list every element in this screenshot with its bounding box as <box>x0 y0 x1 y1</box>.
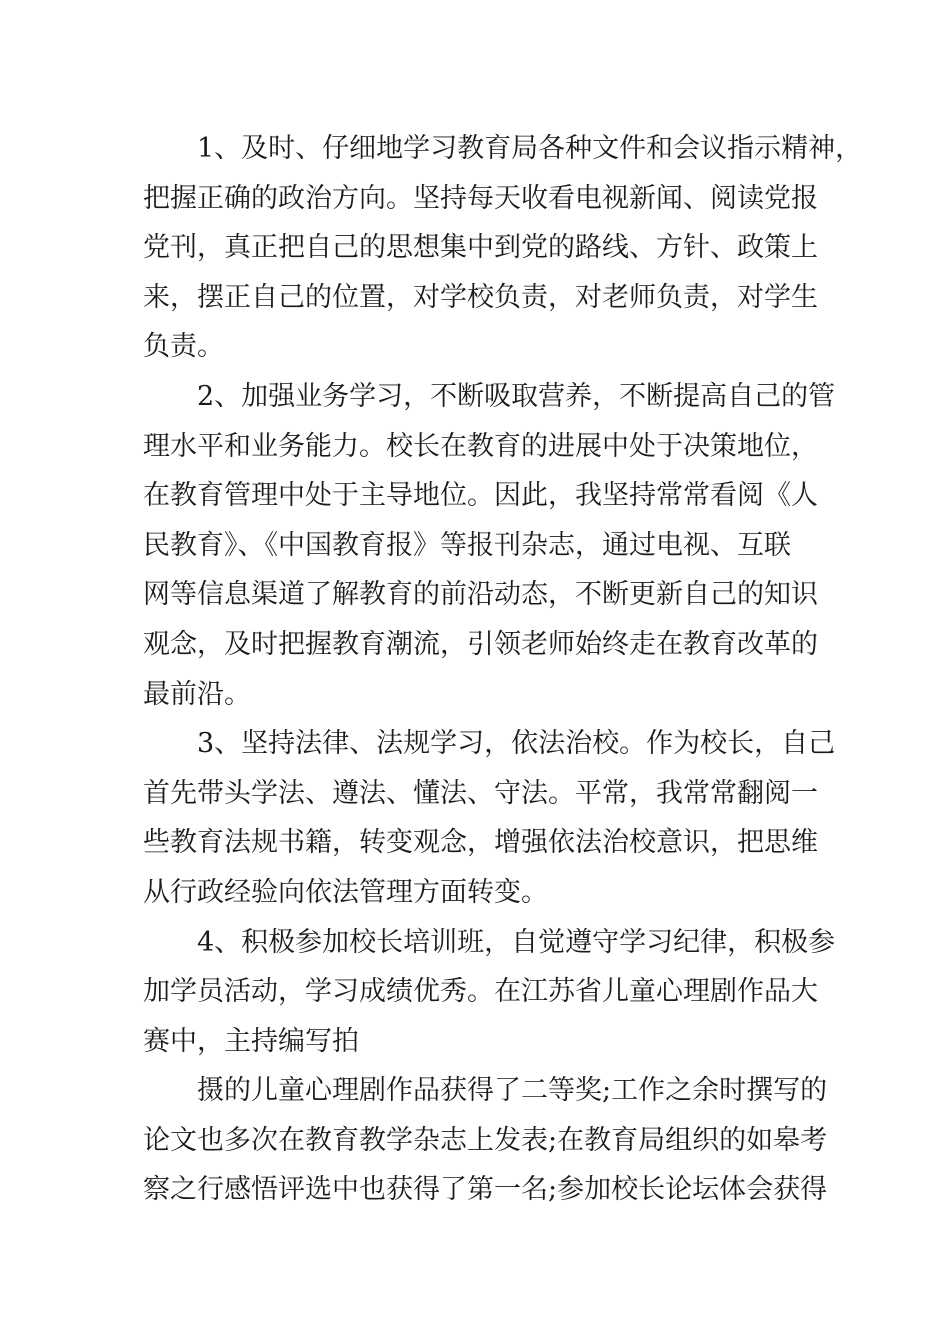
paragraph-line: 网等信息渠道了解教育的前沿动态，不断更新自己的知识 <box>143 579 818 611</box>
paragraph-line: 些教育法规书籍，转变观念，增强依法治校意识，把思维 <box>143 827 818 859</box>
paragraph-line: 论文也多次在教育教学杂志上发表;在教育局组织的如皋考 <box>143 1124 828 1156</box>
paragraph-line: 把握正确的政治方向。坚持每天收看电视新闻、阅读党报 <box>143 182 818 214</box>
paragraph-line: 察之行感悟评选中也获得了第一名;参加校长论坛体会获得 <box>143 1174 828 1206</box>
paragraph-line: 最前沿。 <box>143 678 251 710</box>
paragraph-1 <box>143 124 863 372</box>
document-body <box>143 124 863 1215</box>
paragraph-3 <box>143 719 836 917</box>
paragraph-line: 赛中，主持编写拍 <box>143 1025 359 1057</box>
paragraph-line: 4、积极参加校长培训班，自觉遵守学习纪律，积极参 <box>197 926 836 958</box>
paragraph-line: 民教育》、《中国教育报》等报刊杂志，通过电视、互联 <box>143 529 791 561</box>
paragraph-line: 理水平和业务能力。校长在教育的进展中处于决策地位， <box>143 430 818 462</box>
paragraph-line: 负责。 <box>143 331 224 363</box>
paragraph-line: 摄的儿童心理剧作品获得了二等奖;工作之余时撰写的 <box>197 1075 828 1107</box>
paragraph-line: 来，摆正自己的位置，对学校负责，对老师负责，对学生 <box>143 281 818 313</box>
paragraph-line: 2、加强业务学习，不断吸取营养，不断提高自己的管 <box>197 380 836 412</box>
paragraph-2 <box>143 372 836 719</box>
paragraph-line: 加学员活动，学习成绩优秀。在江苏省儿童心理剧作品大 <box>143 976 818 1008</box>
paragraph-line: 首先带头学法、遵法、懂法、守法。平常，我常常翻阅一 <box>143 777 818 809</box>
paragraph-line: 观念，及时把握教育潮流，引领老师始终走在教育改革的 <box>143 628 818 660</box>
paragraph-4 <box>143 918 836 1067</box>
paragraph-line: 在教育管理中处于主导地位。因此，我坚持常常看阅《人 <box>143 480 818 512</box>
paragraph-line: 3、坚持法律、法规学习，依法治校。作为校长，自己 <box>197 728 836 760</box>
paragraph-line: 从行政经验向依法管理方面转变。 <box>143 876 548 908</box>
paragraph-line: 1、及时、仔细地学习教育局各种文件和会议指示精神， <box>197 133 863 164</box>
paragraph-5 <box>143 1066 828 1215</box>
paragraph-line: 党刊，真正把自己的思想集中到党的路线、方针、政策上 <box>143 232 818 264</box>
